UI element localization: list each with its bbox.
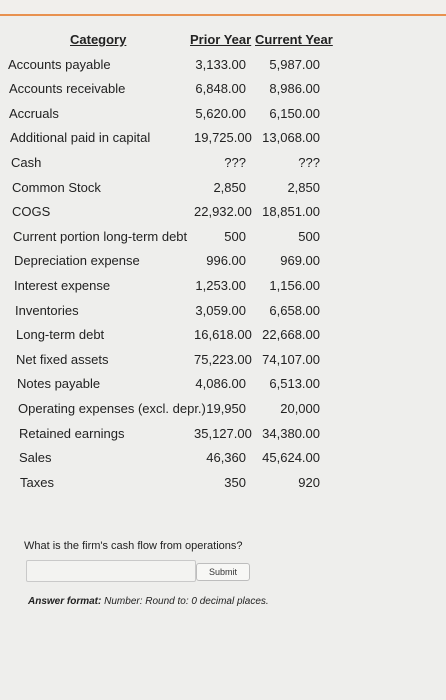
cell-current: 6,658.00 (269, 302, 320, 318)
table-row (0, 77, 446, 102)
cell-current: 20,000 (280, 400, 320, 416)
cell-prior: 22,932.00 (194, 204, 252, 220)
cell-category: Long-term debt (16, 327, 105, 343)
table-row (0, 176, 446, 201)
cell-current: 6,513.00 (269, 376, 320, 392)
cell-prior: 75,223.00 (194, 351, 252, 367)
cell-prior: 350 (224, 474, 246, 490)
header-category: Category (70, 32, 127, 47)
cell-category: Notes payable (17, 376, 101, 392)
cell-category: Current portion long-term debt (13, 228, 188, 244)
cell-category: Accounts payable (8, 56, 111, 72)
table-row (0, 446, 446, 471)
cell-prior: 19,725.00 (194, 130, 252, 146)
table-row (0, 249, 446, 274)
cell-current: 5,987.00 (269, 56, 320, 72)
table-row (0, 372, 446, 397)
cell-category: Common Stock (12, 179, 101, 195)
cell-prior: 46,360 (206, 450, 246, 466)
cell-prior: 16,618.00 (194, 327, 252, 343)
cell-prior: 5,620.00 (195, 105, 246, 121)
cell-current: 920 (298, 474, 320, 490)
cell-current: 969.00 (280, 253, 320, 269)
table-row (0, 53, 446, 78)
cell-prior: 19,950 (206, 400, 246, 416)
cell-prior: 996.00 (206, 253, 246, 269)
cell-category: Operating expenses (excl. depr.) (18, 400, 206, 416)
table-row (0, 397, 446, 422)
cell-category: Sales (19, 450, 52, 466)
table-row (0, 348, 446, 373)
table-row (0, 200, 446, 225)
cell-category: Accruals (9, 105, 59, 121)
cell-category: Accounts receivable (9, 81, 126, 97)
answer-input[interactable] (26, 560, 196, 582)
cell-prior: 2,850 (213, 179, 246, 195)
cell-current: 8,986.00 (269, 81, 320, 97)
cell-prior: 35,127.00 (194, 425, 252, 441)
cell-category: Retained earnings (19, 425, 125, 441)
cell-current: 34,380.00 (262, 425, 320, 441)
cell-prior: 3,133.00 (195, 56, 246, 72)
cell-current: 2,850 (287, 179, 320, 195)
cell-current: ??? (298, 154, 320, 170)
cell-category: COGS (12, 204, 51, 220)
header-prior-year: Prior Year (190, 32, 252, 47)
cell-category: Net fixed assets (16, 351, 109, 367)
answer-format-label: Answer format: (28, 596, 102, 607)
table-row (0, 323, 446, 348)
table-row (0, 151, 446, 176)
answer-format-note (28, 596, 269, 607)
cell-current: 6,150.00 (269, 105, 320, 121)
cell-current: 18,851.00 (262, 204, 320, 220)
cell-category: Depreciation expense (14, 253, 140, 269)
table-row (0, 471, 446, 496)
question-text: What is the firm's cash flow from operations? (24, 540, 243, 552)
table-row (0, 102, 446, 127)
cell-current: 74,107.00 (262, 351, 320, 367)
table-row (0, 126, 446, 151)
cell-current: 1,156.00 (269, 277, 320, 293)
table-row (0, 299, 446, 324)
submit-button[interactable]: Submit (196, 563, 250, 581)
cell-category: Inventories (15, 302, 79, 318)
cell-current: 22,668.00 (262, 327, 320, 343)
top-accent-bar (0, 0, 446, 16)
table-row (0, 274, 446, 299)
cell-category: Interest expense (14, 277, 111, 293)
cell-prior: 500 (224, 228, 246, 244)
cell-prior: ??? (224, 154, 246, 170)
cell-category: Taxes (20, 474, 54, 490)
cell-current: 13,068.00 (262, 130, 320, 146)
financial-data-table (0, 28, 446, 495)
header-current-year: Current Year (255, 32, 333, 47)
table-row (0, 422, 446, 447)
answer-format-text: Number: Round to: 0 decimal places. (104, 596, 269, 607)
cell-prior: 1,253.00 (195, 277, 246, 293)
table-header-row (0, 28, 446, 53)
cell-prior: 6,848.00 (195, 81, 246, 97)
cell-category: Additional paid in capital (10, 130, 151, 146)
cell-current: 45,624.00 (262, 450, 320, 466)
cell-current: 500 (298, 228, 320, 244)
table-row (0, 225, 446, 250)
cell-prior: 3,059.00 (195, 302, 246, 318)
cell-prior: 4,086.00 (195, 376, 246, 392)
cell-category: Cash (11, 154, 42, 170)
